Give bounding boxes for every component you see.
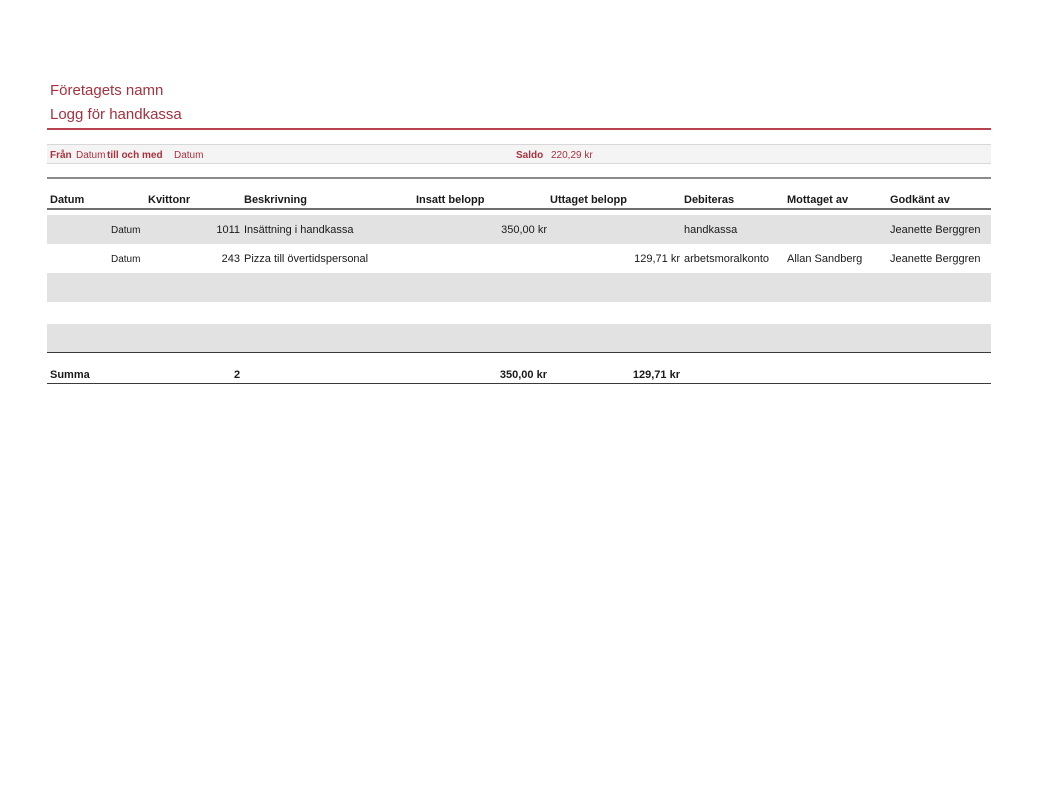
row-receipt: 243 <box>221 253 240 265</box>
table-row <box>47 215 991 244</box>
totals-row <box>47 363 991 384</box>
totals-withdrawal: 129,71 kr <box>632 369 680 381</box>
column-header-charged-to: Debiteras <box>684 194 735 206</box>
table-row <box>47 244 991 273</box>
row-date: Datum <box>111 225 141 236</box>
column-header-description: Beskrivning <box>244 194 307 206</box>
row-withdrawal: 129,71 kr <box>634 253 680 265</box>
period-to-value: Datum <box>174 150 204 161</box>
row-deposit: 350,00 kr <box>501 224 547 236</box>
totals-rule <box>47 352 991 353</box>
row-charged-to: arbetsmoralkonto <box>684 253 769 265</box>
column-header-receipt: Kvittonr <box>148 194 191 206</box>
period-band <box>47 144 991 164</box>
company-name: Företagets namn <box>50 82 164 99</box>
totals-label: Summa <box>50 369 90 381</box>
row-received-by: Allan Sandberg <box>787 253 863 265</box>
period-from-value: Datum <box>76 150 106 161</box>
table-header-row <box>47 190 991 210</box>
row-date: Datum <box>111 254 141 265</box>
balance-label: Saldo <box>516 150 544 161</box>
column-header-withdrawal: Uttaget belopp <box>550 194 627 206</box>
row-charged-to: handkassa <box>684 224 738 236</box>
period-from-label: Från <box>50 150 72 161</box>
section-rule <box>47 177 991 179</box>
empty-table-row <box>47 273 991 302</box>
title-rule <box>47 128 991 130</box>
column-header-date: Datum <box>50 194 85 206</box>
column-header-deposit: Insatt belopp <box>416 194 485 206</box>
totals-count: 2 <box>234 369 241 381</box>
document-title: Logg för handkassa <box>50 106 182 123</box>
row-description: Insättning i handkassa <box>244 224 354 236</box>
row-approved-by: Jeanette Berggren <box>890 253 981 265</box>
empty-table-row <box>47 324 991 353</box>
row-receipt: 1011 <box>216 224 240 236</box>
column-header-approved-by: Godkänt av <box>890 194 950 206</box>
period-to-label: till och med <box>107 150 163 161</box>
column-header-received-by: Mottaget av <box>787 194 849 206</box>
balance-value: 220,29 kr <box>551 150 593 161</box>
row-description: Pizza till övertidspersonal <box>244 253 369 265</box>
row-approved-by: Jeanette Berggren <box>890 224 981 236</box>
totals-deposit: 350,00 kr <box>499 369 547 381</box>
